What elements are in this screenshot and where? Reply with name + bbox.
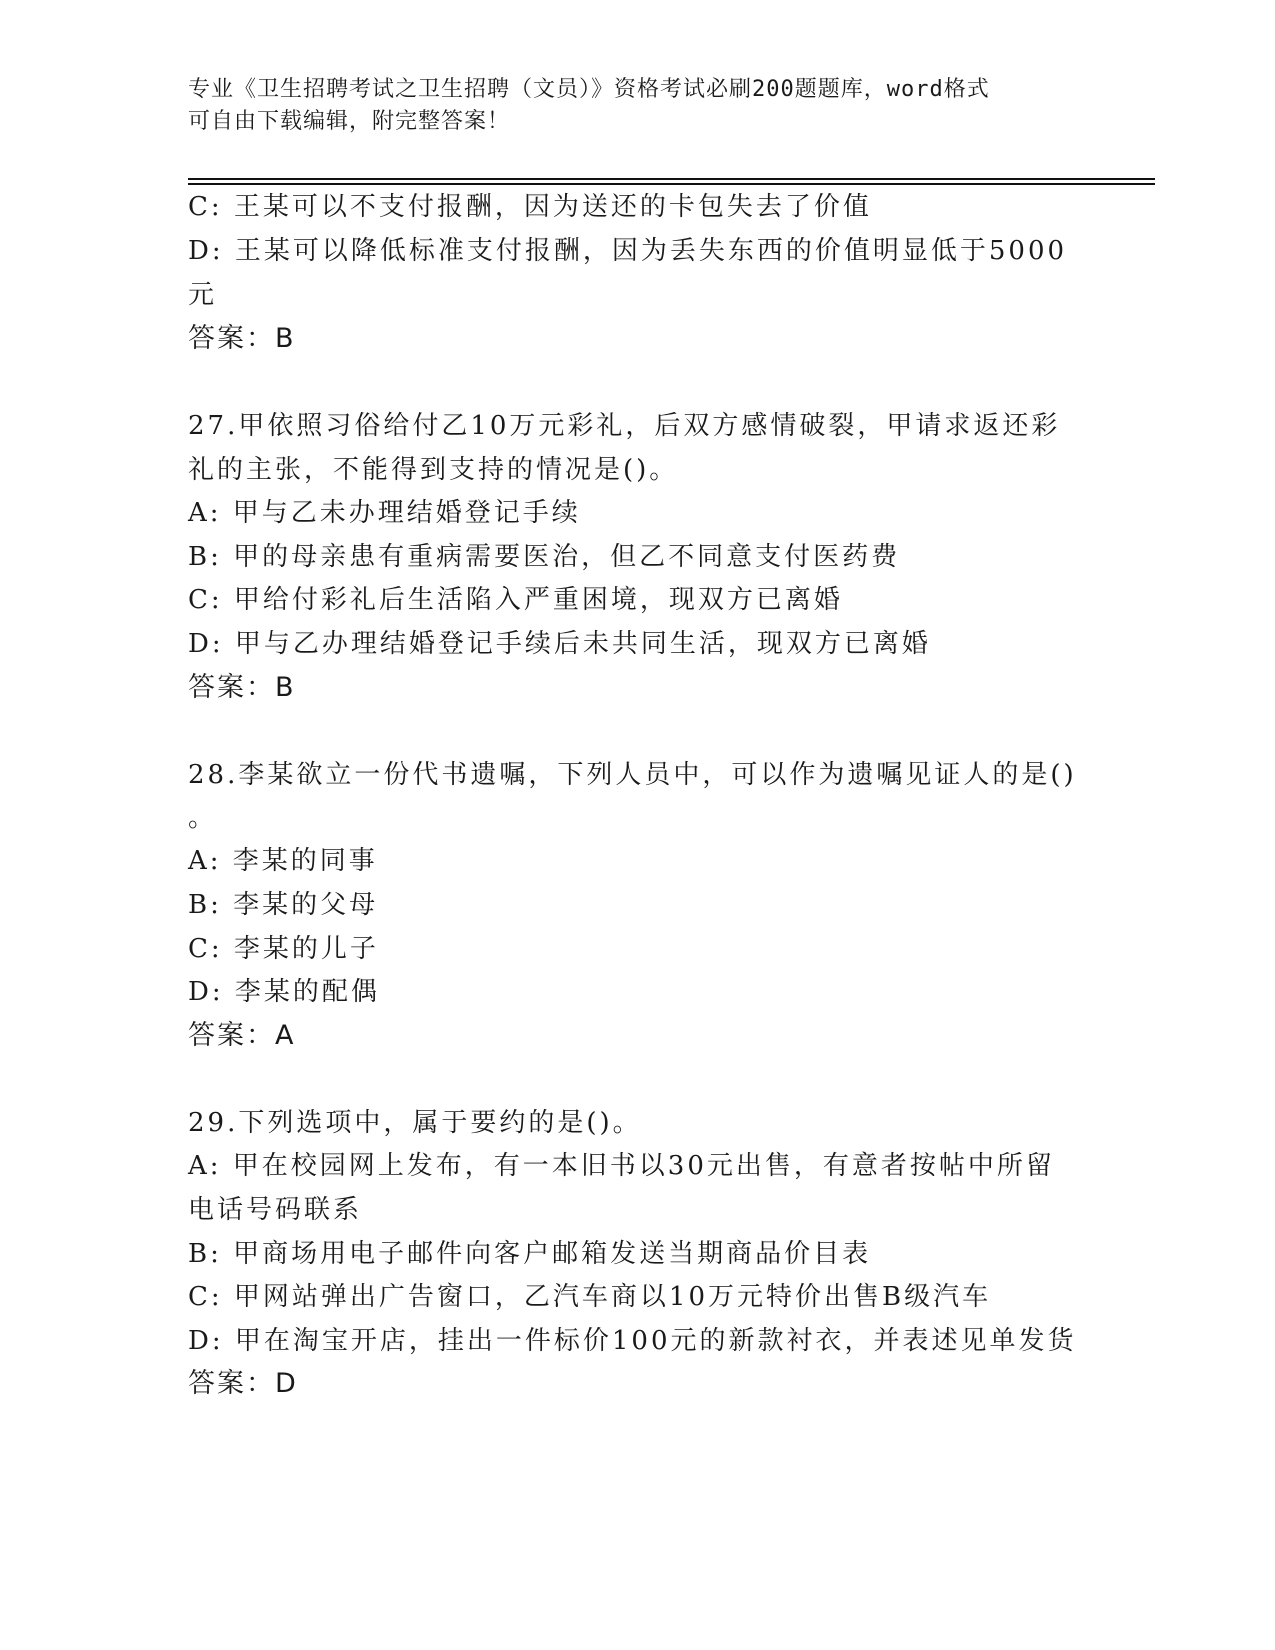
q27-option-c: C: 甲给付彩礼后生活陷入严重困境，现双方已离婚 (188, 585, 843, 615)
header-rule-bottom (188, 183, 1155, 185)
q27-option-d: D: 甲与乙办理结婚登记手续后未共同生活，现双方已离婚 (188, 629, 931, 659)
q26-option-d-line1: D: 王某可以降低标准支付报酬，因为丢失东西的价值明显低于5000 (188, 236, 1068, 266)
q28-stem-line1: 28.李某欲立一份代书遗嘱，下列人员中，可以作为遗嘱见证人的是() (188, 760, 1077, 790)
q28-option-c: C: 李某的儿子 (188, 934, 379, 964)
q26-option-c: C: 王某可以不支付报酬，因为送还的卡包失去了价值 (188, 192, 872, 222)
q27-option-b: B: 甲的母亲患有重病需要医治，但乙不同意支付医药费 (188, 542, 901, 572)
q29-option-d: D: 甲在淘宝开店，挂出一件标价100元的新款衬衣，并表述见单发货 (188, 1326, 1077, 1356)
q29-option-a-line1: A: 甲在校园网上发布，有一本旧书以30元出售，有意者按帖中所留 (188, 1151, 1055, 1181)
q29-answer: 答案：D (188, 1368, 298, 1399)
q28-stem-line2: 。 (188, 803, 218, 833)
q28-option-d: D: 李某的配偶 (188, 977, 380, 1007)
q26-option-d-line2: 元 (188, 280, 218, 310)
q29-option-c: C: 甲网站弹出广告窗口，乙汽车商以10万元特价出售B级汽车 (188, 1282, 992, 1312)
header-line-2: 可自由下载编辑，附完整答案！ (188, 109, 511, 134)
q27-answer: 答案：B (188, 672, 296, 703)
header-rule-top (188, 178, 1155, 180)
header-line-1: 专业《卫生招聘考试之卫生招聘（文员）》资格考试必刷200题题库，word格式 (188, 77, 990, 102)
q29-option-a-line2: 电话号码联系 (188, 1195, 363, 1225)
q27-stem-line2: 礼的主张，不能得到支持的情况是()。 (188, 455, 679, 485)
q26-answer: 答案：B (188, 323, 296, 354)
q27-option-a: A: 甲与乙未办理结婚登记手续 (188, 498, 581, 528)
q28-option-a: A: 李某的同事 (188, 846, 378, 876)
q28-answer: 答案：A (188, 1020, 296, 1051)
q27-stem-line1: 27.甲依照习俗给付乙10万元彩礼，后双方感情破裂，甲请求返还彩 (188, 411, 1061, 441)
q29-option-b: B: 甲商场用电子邮件向客户邮箱发送当期商品价目表 (188, 1239, 872, 1269)
document-header (188, 74, 1078, 138)
q28-option-b: B: 李某的父母 (188, 890, 379, 920)
q29-stem-line1: 29.下列选项中，属于要约的是()。 (188, 1108, 642, 1138)
